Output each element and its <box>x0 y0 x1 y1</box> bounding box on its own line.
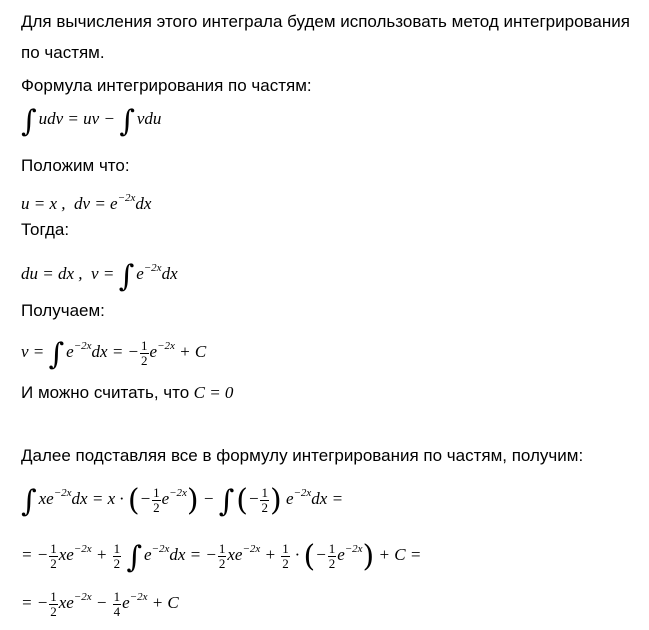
intro-line-2: по частям. <box>21 43 105 62</box>
dv-def: dv = e <box>74 194 118 213</box>
du-v-definition <box>21 256 178 294</box>
du-def: du = dx , <box>21 264 83 283</box>
e: e <box>66 342 74 361</box>
further-label: Далее подставляя все в формулу интегрирования по частям, получим: <box>21 446 584 465</box>
exponent: −2x <box>73 340 92 352</box>
v-eq: v = <box>21 342 45 361</box>
dx: dx <box>161 264 178 283</box>
integral-sign: ∫ <box>21 484 37 519</box>
c-zero: C = 0 <box>193 383 234 402</box>
formula-label: Формула интегрирования по частям: <box>21 76 312 95</box>
u-def: u = x , <box>21 194 66 213</box>
u-dv-definition <box>21 186 151 216</box>
result-line-1: ∫ $xe^{-2x}dx = x$ · (− $\frac{1}{2}$ $e^{-2x}$) − ∫(− $\frac{1}{2}$ ) $e^{-2x}dx$ = <box>21 483 344 519</box>
intro-line-1: Для вычисления этого интеграла будем использовать метод интегрирования <box>21 12 630 31</box>
dx: dx <box>135 194 152 213</box>
c-note <box>21 381 233 405</box>
integral-sign: ∫ <box>126 540 142 575</box>
exponent: −2x <box>143 262 162 274</box>
integral-sign: ∫ <box>48 337 65 372</box>
v-result <box>21 334 207 372</box>
dx-eq: dx = − <box>91 342 140 361</box>
integral-sign: ∫ <box>218 484 235 519</box>
integral-sign: ∫ <box>119 104 135 139</box>
v-def: v = <box>91 264 115 283</box>
result-line-2: = − $\frac{1}{2}$ $xe^{-2x}$ + $\frac{1}{2}$ ∫ $e^{-2x}dx$ = − $\frac{1}{2}$ $xe^{-2x}$ + $\frac{1}{2}$ · (− $\frac{1}{2}$ $e^{-2x}) + C$ = <box>21 539 422 575</box>
parts-rhs: vdu <box>136 109 162 128</box>
let-label: Положим что: <box>21 156 130 175</box>
parts-lhs: udv = uv − <box>38 109 115 128</box>
e: e <box>136 264 144 283</box>
then-label: Тогда: <box>21 220 70 239</box>
e: e <box>149 342 158 361</box>
parts-formula <box>21 104 162 139</box>
result-line-3: = − $\frac{1}{2}$ $xe^{-2x}$ − $\frac{1}{4}$ $e^{-2x} + C$ <box>21 588 179 619</box>
exponent: −2x <box>117 192 136 204</box>
integral-sign: ∫ <box>118 259 135 294</box>
c-note-text: И можно считать, что <box>21 383 190 402</box>
fraction: $\frac{1}{2}$ <box>141 337 148 368</box>
integral-sign: ∫ <box>21 104 37 139</box>
get-label: Получаем: <box>21 301 105 320</box>
plus-c: + C <box>179 342 207 361</box>
exponent: −2x <box>157 340 175 352</box>
